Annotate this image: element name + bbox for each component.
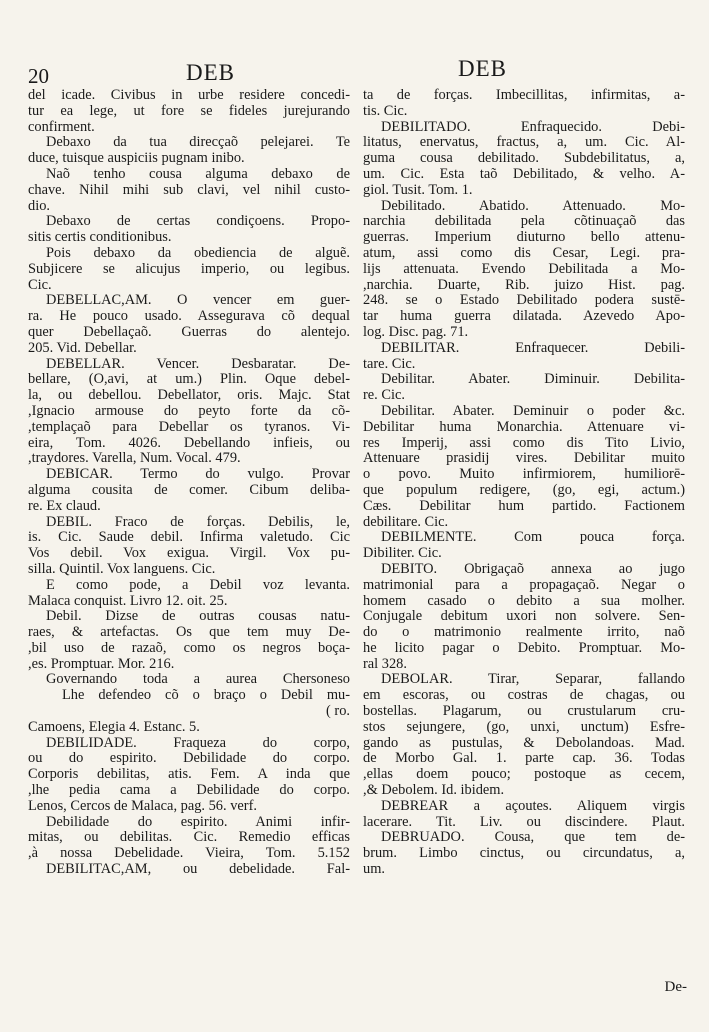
- catchword: De-: [664, 979, 687, 995]
- text-line: matrimonial para a propagaçaõ. Negar o: [363, 577, 685, 593]
- text-line: Debilitar huma Monarchia. Attenuare vi-: [363, 419, 685, 435]
- text-line: ,narchia. Duarte, Rib. juizo Hist. pag.: [363, 277, 685, 293]
- text-line: dio.: [28, 198, 50, 214]
- text-line: um. Cic. Esta taõ Debilitado, & velho. A-: [363, 166, 685, 182]
- text-line: DEBILIDADE. Fraqueza do corpo,: [46, 735, 350, 751]
- text-line: atum, assi como dis Cesar, Legi. pra-: [363, 245, 685, 261]
- text-line: DEBILITAC,AM, ou debelidade. Fal-: [46, 862, 350, 878]
- text-line: guerras. Imperium diuturno bello attenu-: [363, 230, 685, 246]
- text-line: Debaxo de certas condiçoens. Propo-: [46, 214, 350, 230]
- text-line: DEBREAR a açoutes. Aliquem virgis: [381, 798, 685, 814]
- text-line: Subjicere se alicujus imperio, ou legibus.: [28, 261, 350, 277]
- text-line: log. Disc. pag. 71.: [363, 324, 469, 340]
- text-line: del icade. Civibus in urbe residere concedi-: [28, 88, 350, 103]
- text-line: ra. He pouco usado. Assegurava cõ dequal: [28, 309, 350, 325]
- text-line: Debilitar. Abater. Deminuir o poder &c.: [381, 403, 685, 419]
- text-line: DEBILITADO. Enfraquecido. Debi-: [381, 119, 685, 135]
- text-line: tare. Cic.: [363, 356, 416, 372]
- text-line: Attenuare prasidij vires. Debilitar muito: [363, 451, 685, 467]
- text-line: Cic.: [28, 277, 52, 293]
- text-line: bellare, (O,avi, at um.) Plin. Oque debel-: [28, 372, 350, 388]
- text-line: is. Cic. Saude debil. Infirma valetudo. Cic: [28, 530, 350, 546]
- text-line: lijs attenuata. Evendo Debilitada a Mo-: [363, 261, 685, 277]
- text-line: gando as pustulas, & Debolandoas. Mad.: [363, 735, 685, 751]
- text-line: em escoras, ou costras de chagas, ou: [363, 688, 685, 704]
- text-line: silla. Quintil. Vox languens. Cic.: [28, 561, 216, 577]
- text-line: DEBIL. Fraco de forças. Debilis, le,: [46, 514, 350, 530]
- text-line: narchia debilitada pela cõtinuaçaõ das: [363, 214, 685, 230]
- text-line: do o matrimonio realmente irrito, naõ: [363, 625, 685, 641]
- text-line: stos sejungere, (go, unxi, unctum) Esfre-: [363, 719, 685, 735]
- text-line: Debilidade do espirito. Animi infir-: [46, 814, 350, 830]
- text-line: chave. Nihil mihi sub clavi, vel nihil custo-: [28, 182, 350, 198]
- text-line: confirment.: [28, 119, 95, 135]
- text-line: res Imperij, assi como dis Tito Livio,: [363, 435, 685, 451]
- text-line: Pois debaxo da obediencia de alguẽ.: [46, 245, 350, 261]
- text-line: alguma cousita de comer. Cibum deliba-: [28, 482, 350, 498]
- text-line: DEBILMENTE. Com pouca força.: [381, 530, 685, 546]
- text-line: guma cousa debilitado. Subdebilitatus, a,: [363, 151, 685, 167]
- page-number: 20: [28, 64, 49, 88]
- text-line: quer Debellaçaõ. Guerras do alentejo.: [28, 324, 350, 340]
- text-line: ral 328.: [363, 656, 407, 672]
- text-line: Camoens, Elegia 4. Estanc. 5.: [28, 719, 200, 735]
- text-line: DEBICAR. Termo do vulgo. Provar: [46, 467, 350, 483]
- text-line: debilitare. Cic.: [363, 514, 449, 530]
- running-head-left: DEB: [186, 60, 235, 85]
- page-header: [28, 50, 689, 90]
- text-line: ,& Debolem. Id. ibidem.: [363, 783, 505, 799]
- text-line: Debilitar. Abater. Diminuir. Debilita-: [381, 372, 685, 388]
- text-line: Malaca conquist. Livro 12. oit. 25.: [28, 593, 228, 609]
- left-column: [28, 88, 350, 878]
- text-line: eira, Tom. 4026. Debellando infieis, ou: [28, 435, 350, 451]
- text-line: giol. Tusit. Tom. 1.: [363, 182, 473, 198]
- text-line: ,Ignacio armouse do peyto forte da cõ-: [28, 403, 350, 419]
- text-line: Debil. Dizse de outras cousas natu-: [46, 609, 350, 625]
- text-line: Debilitado. Abatido. Attenuado. Mo-: [381, 198, 685, 214]
- text-line: mitas, ou debilitas. Cic. Remedio efficas: [28, 830, 350, 846]
- text-line: re. Ex claud.: [28, 498, 101, 514]
- text-line: raes, & artefactas. Os que tem muy De-: [28, 625, 350, 641]
- running-head-right: DEB: [458, 56, 507, 81]
- text-line: Dibiliter. Cic.: [363, 546, 442, 562]
- text-line: sitis certis conditionibus.: [28, 230, 172, 246]
- right-column: [363, 88, 685, 878]
- text-line: Naõ tenho cousa alguma debaxo de: [46, 166, 350, 182]
- text-line: bostellas. Plagarum, ou crustularum cru-: [363, 704, 685, 720]
- text-line: Corporis debilitas, atis. Fem. A inda que: [28, 767, 350, 783]
- text-line: Conjugale debitum uxori non solvere. Sen-: [363, 609, 685, 625]
- text-line: DEBELLAR. Vencer. Desbaratar. De-: [46, 356, 350, 372]
- text-line: de Morbo Gal. 1. parte cap. 36. Todas: [363, 751, 685, 767]
- text-line: Vos debil. Vox exigua. Virgil. Vox pu-: [28, 546, 350, 562]
- text-line: tis. Cic.: [363, 103, 408, 119]
- text-line: ta de forças. Imbecillitas, infirmitas, a-: [363, 88, 685, 103]
- text-line: DEBITO. Obrigaçaõ annexa ao jugo: [381, 561, 685, 577]
- text-line: Cæs. Debilitar hum partido. Factionem: [363, 498, 685, 514]
- text-line: Debaxo da tua direcçaõ pelejarei. Te: [46, 135, 350, 151]
- text-line: que populum redigere, (go, egi, actum.): [363, 482, 685, 498]
- text-line: ou do espirito. Debilidade do corpo.: [28, 751, 350, 767]
- text-line: litatus, enervatus, fractus, a, um. Cic. Al-: [363, 135, 685, 151]
- text-line: Lhe defendeo cõ o braço o Debil mu-: [62, 688, 350, 704]
- text-line: lacerare. Tit. Liv. ou discindere. Plaut.: [363, 814, 685, 830]
- text-line: ( ro.: [326, 704, 350, 720]
- text-line: 248. se o Estado Debilitado podera sustē-: [363, 293, 685, 309]
- text-line: tur ea lege, ut fore se fideles jurejurando: [28, 103, 350, 119]
- text-line: homem casado o debito a sua molher.: [363, 593, 685, 609]
- text-line: la, ou debellou. Debellator, oris. Majc. Stat: [28, 388, 350, 404]
- text-line: he licito pagar o Debito. Promptuar. Mo-: [363, 640, 685, 656]
- text-line: ,es. Promptuar. Mor. 216.: [28, 656, 175, 672]
- text-line: re. Cic.: [363, 388, 405, 404]
- text-line: E como pode, a Debil voz levanta.: [46, 577, 350, 593]
- text-line: DEBILITAR. Enfraquecer. Debili-: [381, 340, 685, 356]
- text-line: duce, tuisque auspiciis pugnam inibo.: [28, 151, 245, 167]
- text-line: DEBELLAC,AM. O vencer em guer-: [46, 293, 350, 309]
- text-line: DEBRUADO. Cousa, que tem de-: [381, 830, 685, 846]
- text-line: um.: [363, 862, 385, 878]
- text-line: Lenos, Cercos de Malaca, pag. 56. verf.: [28, 798, 257, 814]
- text-line: ,à nossa Debelidade. Vieira, Tom. 5.152: [28, 846, 350, 862]
- text-line: ,ellas doem pouco; postoque as cecem,: [363, 767, 685, 783]
- text-line: ,templaçaõ para Debellar os tyranos. Vi-: [28, 419, 350, 435]
- text-line: o povo. Muito infirmiorem, humiliorē-: [363, 467, 685, 483]
- text-line: Governando toda a aurea Chersoneso: [46, 672, 350, 688]
- text-line: ,bil uso de razaõ, como os negros boça-: [28, 640, 350, 656]
- text-line: ,traydores. Varella, Num. Vocal. 479.: [28, 451, 241, 467]
- text-line: brum. Limbo cinctus, ou circundatus, a,: [363, 846, 685, 862]
- text-line: tar huma guerra dilatada. Azevedo Apo-: [363, 309, 685, 325]
- text-line: ,lhe pedia cama a Debilidade do corpo.: [28, 783, 350, 799]
- text-line: DEBOLAR. Tirar, Separar, fallando: [381, 672, 685, 688]
- text-line: 205. Vid. Debellar.: [28, 340, 137, 356]
